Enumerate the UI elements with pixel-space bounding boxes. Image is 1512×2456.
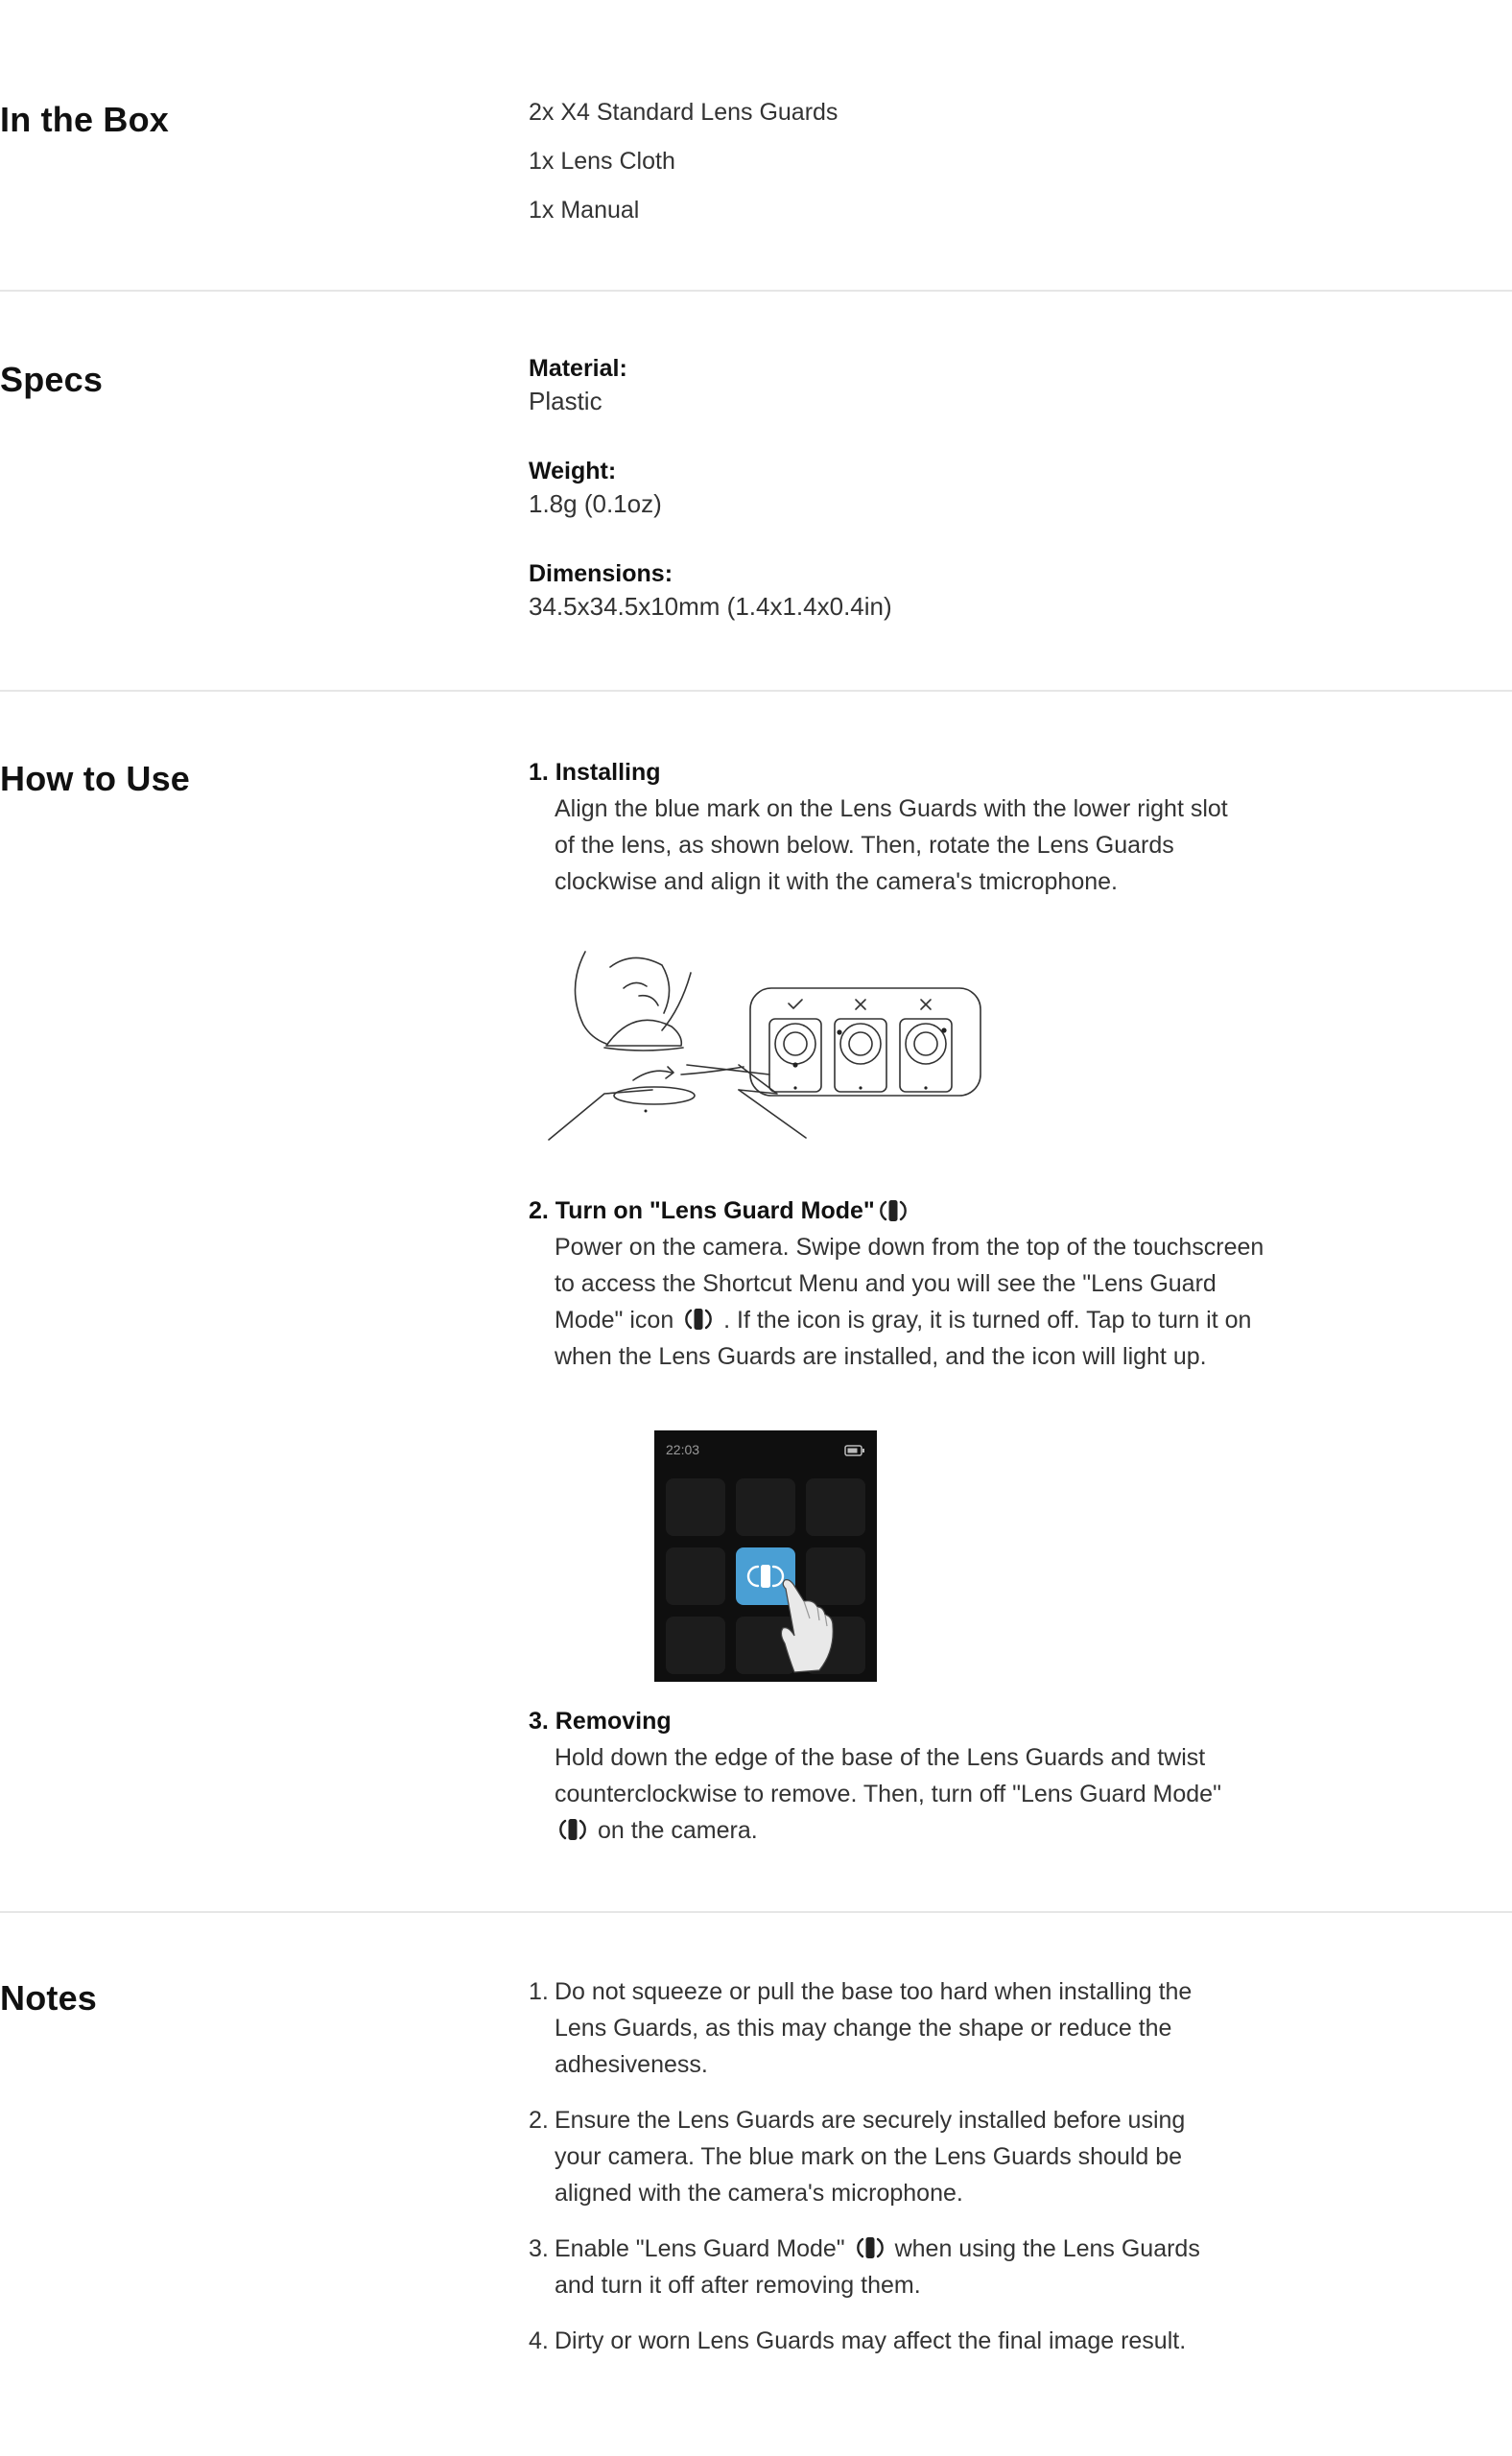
spec-label: Material: xyxy=(529,355,627,382)
spec-value: 34.5x34.5x10mm (1.4x1.4x0.4in) xyxy=(529,592,892,621)
step-body-text: Hold down the edge of the base of the Lens Guards and twist counterclockwise to remove. Then, turn off "Lens Guard Mode" xyxy=(555,1744,1221,1807)
lens-guard-mode-icon xyxy=(558,1815,587,1844)
note-number: 2. xyxy=(529,2107,549,2134)
step-removing xyxy=(529,1703,1258,1849)
spec-value: 1.8g (0.1oz) xyxy=(529,489,662,518)
shortcut-grid xyxy=(654,1430,877,1682)
section-divider xyxy=(0,690,1512,692)
spec-material xyxy=(529,352,1258,417)
shortcut-menu-screen xyxy=(654,1430,877,1682)
specs-list xyxy=(529,352,1258,660)
note-item xyxy=(529,1973,1229,2083)
spec-value: Plastic xyxy=(529,387,602,415)
notes-list xyxy=(529,1973,1229,2378)
step-body xyxy=(529,1229,1264,1375)
note-text: Dirty or worn Lens Guards may affect the final image result. xyxy=(555,2327,1187,2354)
installing-illustration xyxy=(547,950,988,1142)
spec-weight xyxy=(529,455,1258,520)
step-body xyxy=(529,1739,1236,1849)
spec-label: Weight: xyxy=(529,458,617,484)
step-title: 3. Removing xyxy=(529,1708,672,1735)
section-divider xyxy=(0,1911,1512,1913)
lens-guard-mode-icon xyxy=(856,2233,885,2262)
step-lens-guard-mode xyxy=(529,1193,1264,1375)
screen-time: 22:03 xyxy=(666,1442,700,1457)
step-body-text: on the camera. xyxy=(597,1817,758,1844)
note-number: 1. xyxy=(529,1978,549,2005)
lens-guard-mode-icon xyxy=(684,1305,713,1334)
how-to-use-title: How to Use xyxy=(0,759,191,798)
step-body-text: . If the icon is gray, it is turned off. Tap to turn it on when the Lens Guards are installed, and the icon will light up. xyxy=(555,1307,1252,1370)
box-item: 1x Manual xyxy=(529,197,640,224)
section-divider xyxy=(0,290,1512,292)
notes-title: Notes xyxy=(0,1978,98,2018)
lens-guard-mode-icon xyxy=(879,1196,908,1225)
step-title xyxy=(529,1193,1258,1229)
spec-label: Dimensions: xyxy=(529,560,673,587)
step-body: Align the blue mark on the Lens Guards with the lower right slot of the lens, as shown below. Then, rotate the Lens Guards clockwise and align it with the camera's tmicrophone. xyxy=(555,795,1228,895)
note-text: Do not squeeze or pull the base too hard when installing the Lens Guards, as this may change the shape or reduce the adhesiveness. xyxy=(555,1978,1193,2078)
note-text-part: Enable "Lens Guard Mode" xyxy=(555,2235,845,2262)
specs-title: Specs xyxy=(0,360,104,399)
step-title-text: 2. Turn on "Lens Guard Mode" xyxy=(529,1197,875,1224)
note-item xyxy=(529,2231,1229,2303)
spec-dimensions xyxy=(529,557,1258,623)
note-number: 3. xyxy=(529,2235,549,2262)
in-the-box-title: In the Box xyxy=(0,100,170,139)
note-text-part: when using the Lens Guards and turn it off after removing them. xyxy=(555,2235,1200,2299)
step-installing xyxy=(529,754,1258,900)
note-number: 4. xyxy=(529,2327,549,2354)
note-text: Ensure the Lens Guards are securely installed before using your camera. The blue mark on the Lens Guards should be aligned with the camera's microphone. xyxy=(555,2107,1186,2207)
note-item xyxy=(529,2323,1229,2359)
box-item: 2x X4 Standard Lens Guards xyxy=(529,99,839,126)
note-item xyxy=(529,2102,1229,2211)
in-the-box-list xyxy=(529,94,1258,241)
step-title: 1. Installing xyxy=(529,759,661,786)
box-item: 1x Lens Cloth xyxy=(529,148,675,175)
note-text xyxy=(555,2231,1229,2303)
step-body-text: Power on the camera. Swipe down from the top of the touchscreen to access the Shortcut Menu and you will see the "Lens Guard Mode" icon xyxy=(555,1234,1264,1334)
